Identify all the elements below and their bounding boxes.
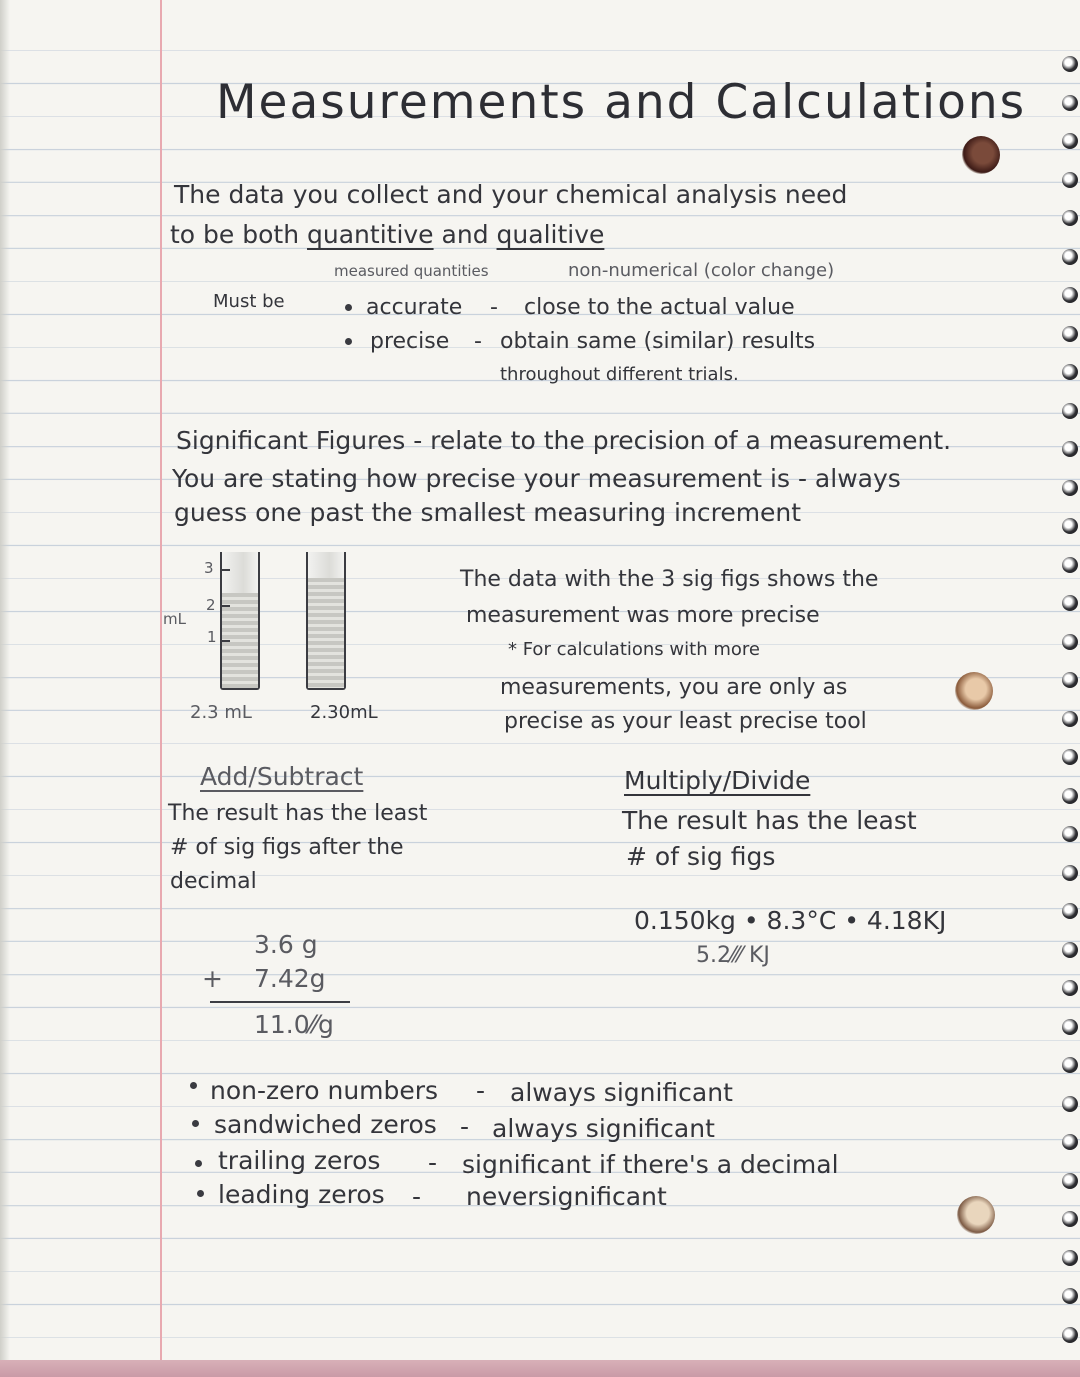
dash: - [476, 1076, 486, 1105]
add-subtract-line-3: decimal [170, 869, 257, 894]
spiral-ring [1062, 95, 1078, 111]
spiral-ring [1062, 826, 1078, 842]
margin-line [160, 0, 162, 1377]
dash: - [412, 1182, 422, 1211]
spiral-ring [1062, 865, 1078, 881]
spiral-ring [1062, 1288, 1078, 1304]
intro-and: and [441, 220, 489, 249]
tick [222, 605, 230, 607]
sig-figs-term: Significant Figures [176, 426, 406, 455]
sum-result: 11.0⁄⁄g [254, 1010, 334, 1039]
spiral-ring [1062, 711, 1078, 727]
spiral-ring [1062, 1250, 1078, 1266]
sig-figs-definition: relate to the precision of a measurement. [430, 426, 952, 455]
precision-note-1: The data with the 3 sig figs shows the [460, 567, 879, 592]
multiply-divide-line-2: # of sig figs [626, 842, 776, 871]
multiply-divide-heading: Multiply/Divide [624, 766, 811, 795]
qualitative-note: non-numerical (color change) [568, 260, 835, 281]
plus-sign: + [202, 964, 223, 993]
accurate-term: accurate [366, 295, 463, 320]
tick [222, 640, 230, 642]
rule-term-1: non-zero numbers [210, 1076, 439, 1105]
precise-definition-2: throughout different trials. [500, 364, 739, 385]
spiral-ring [1062, 1019, 1078, 1035]
product-expression: 0.150kg • 8.3°C • 4.18KJ [634, 906, 947, 935]
tick [222, 569, 230, 571]
addend-1: 3.6 g [254, 930, 318, 959]
sig-figs-line-1: Significant Figures - relate to the precision of a measurement. [176, 426, 952, 455]
scale-3: 3 [204, 559, 214, 577]
rule-term-2: sandwiched zeros [214, 1110, 437, 1139]
spiral-ring [1062, 903, 1078, 919]
spiral-ring [1062, 788, 1078, 804]
dash: - [460, 1112, 470, 1141]
spiral-binding [1058, 0, 1080, 1377]
spiral-ring [1062, 1096, 1078, 1112]
cylinder-2 [306, 552, 346, 690]
precision-note-2: measurement was more precise [466, 603, 820, 628]
punch-hole [962, 136, 1000, 174]
quantitative-term: quantitive [307, 220, 434, 249]
spiral-ring [1062, 480, 1078, 496]
liquid-level [308, 578, 344, 688]
dash: - [490, 295, 498, 320]
accurate-definition: close to the actual value [524, 295, 795, 320]
spiral-ring [1062, 249, 1078, 265]
bullet [197, 1190, 204, 1197]
reading-2: 2.30mL [310, 702, 378, 723]
unit-label: mL [163, 610, 186, 628]
spiral-ring [1062, 1134, 1078, 1150]
sig-figs-line-2: You are stating how precise your measurement is - always [172, 464, 901, 493]
page-bottom-edge [0, 1360, 1080, 1377]
add-subtract-line-1: The result has the least [168, 801, 428, 826]
spiral-ring [1062, 634, 1078, 650]
spiral-ring [1062, 364, 1078, 380]
bullet [192, 1120, 199, 1127]
precision-note-3: * For calculations with more [508, 639, 760, 660]
sum-line [210, 1001, 350, 1003]
dash: - [474, 329, 482, 354]
spiral-ring [1062, 441, 1078, 457]
page-edge-shadow [0, 0, 10, 1377]
spiral-ring [1062, 172, 1078, 188]
cylinder-1 [220, 552, 260, 690]
punch-hole [957, 1196, 995, 1234]
sig-figs-line-3: guess one past the smallest measuring increment [174, 498, 802, 527]
intro-line-2 [170, 222, 604, 248]
intro-line-1: The data you collect and your chemical analysis need [174, 180, 848, 209]
intro-prefix: to be both [170, 220, 300, 249]
add-subtract-line-2: # of sig figs after the [170, 835, 404, 860]
dash: - [428, 1148, 438, 1177]
precise-term: precise [370, 329, 450, 354]
spiral-ring [1062, 56, 1078, 72]
spiral-ring [1062, 942, 1078, 958]
precision-note-4: measurements, you are only as [500, 675, 848, 700]
rule-term-3: trailing zeros [218, 1146, 381, 1175]
product-result: 5.2⁄⁄⁄ KJ [696, 943, 770, 968]
spiral-ring [1062, 518, 1078, 534]
spiral-ring [1062, 287, 1078, 303]
bullet [345, 304, 352, 311]
bullet [345, 338, 352, 345]
qualitative-term: qualitive [496, 220, 605, 249]
rule-def-1: always significant [510, 1078, 733, 1107]
rule-term-4: leading zeros [218, 1180, 385, 1209]
spiral-ring [1062, 595, 1078, 611]
spiral-ring [1062, 1057, 1078, 1073]
spiral-ring [1062, 980, 1078, 996]
spiral-ring [1062, 210, 1078, 226]
spiral-ring [1062, 1327, 1078, 1343]
precise-definition-1: obtain same (similar) results [500, 329, 816, 354]
must-be-label: Must be [213, 291, 285, 312]
scale-2: 2 [206, 596, 216, 614]
precision-note-5: precise as your least precise tool [504, 709, 867, 734]
rule-def-3: significant if there's a decimal [462, 1150, 839, 1179]
bullet [190, 1082, 197, 1089]
rule-def-2: always significant [492, 1114, 715, 1143]
spiral-ring [1062, 557, 1078, 573]
scale-1: 1 [207, 628, 217, 646]
bullet [195, 1160, 202, 1167]
rule-def-4: neversignificant [466, 1182, 667, 1211]
multiply-divide-line-1: The result has the least [622, 806, 917, 835]
add-subtract-heading: Add/Subtract [200, 762, 364, 791]
quantitative-note: measured quantities [334, 262, 489, 280]
spiral-ring [1062, 749, 1078, 765]
spiral-ring [1062, 1173, 1078, 1189]
spiral-ring [1062, 672, 1078, 688]
spiral-ring [1062, 133, 1078, 149]
spiral-ring [1062, 326, 1078, 342]
reading-1: 2.3 mL [190, 702, 252, 723]
spiral-ring [1062, 1211, 1078, 1227]
addend-2: 7.42g [254, 964, 326, 993]
punch-hole [955, 672, 993, 710]
spiral-ring [1062, 403, 1078, 419]
page-title: Measurements and Calculations [216, 75, 1027, 130]
